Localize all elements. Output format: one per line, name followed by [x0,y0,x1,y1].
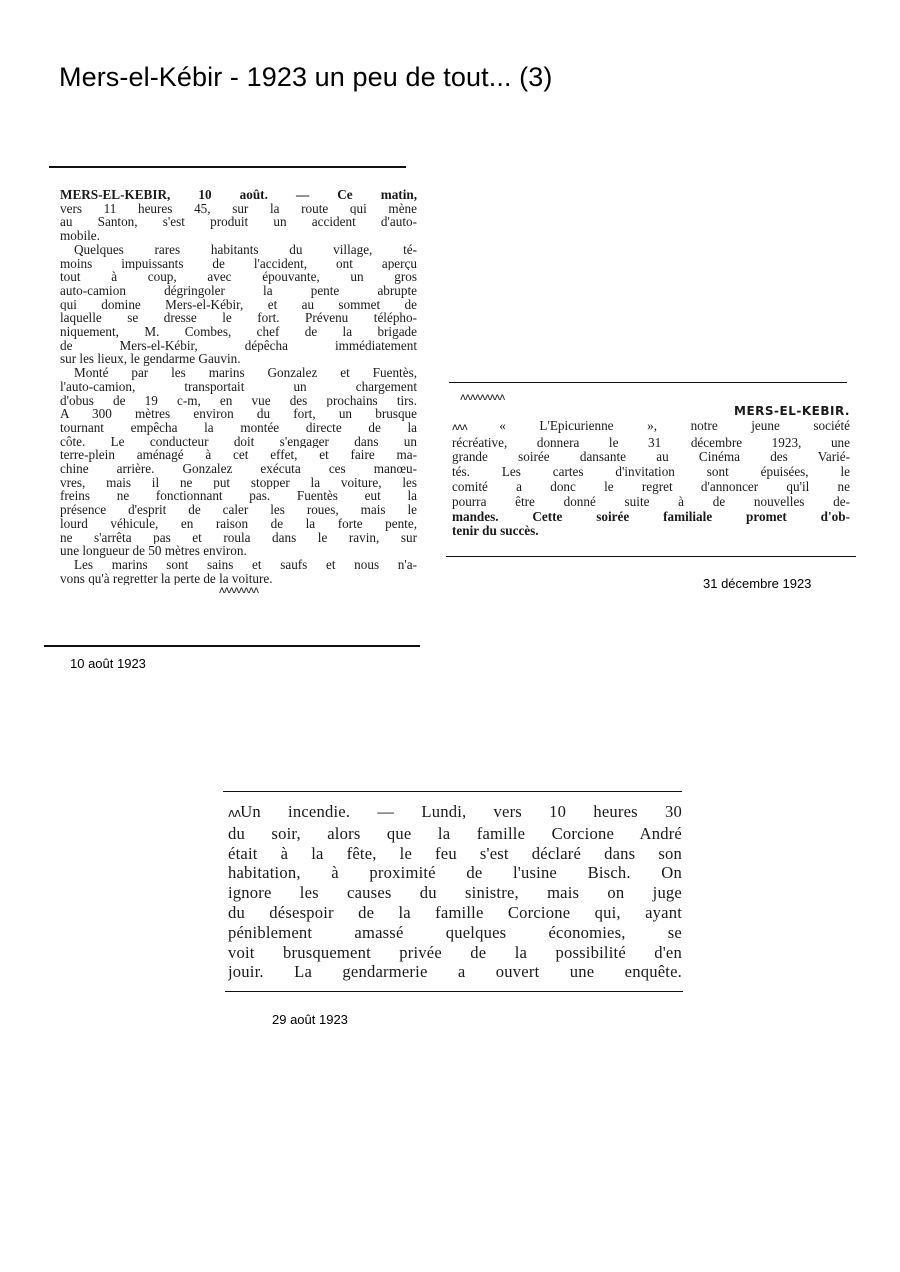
article-line: auto-camion dégringoler la pente abrupte [60,283,417,298]
article-line: lourd véhicule, en raison de la forte pente, [60,516,417,531]
clipping-bottom-rule [446,556,856,557]
article-line: jouir. La gendarmerie a ouvert une enquête. [228,962,682,982]
article-line: mobile. [60,229,100,243]
article-line: sur les lieux, le gendarme Gauvin. [60,352,241,367]
article-line: MERS-EL-KEBIR, 10 août. — Ce matin, [60,188,417,202]
article-line: tés. Les cartes d'invitation sont épuisées, le [452,465,850,480]
article-line: pourra être donné suite à de nouvelles de- [452,494,850,509]
article-line: A 300 mètres environ du fort, un brusque [60,407,417,421]
article-line: moins impuissants de l'accident, ont aperçu [60,256,417,271]
article-line: ʌʌUn incendie. — Lundi, vers 10 heures 30 [228,802,682,821]
clipping-top-rule [49,166,406,168]
article-line: tout à coup, avec épouvante, un gros [60,270,417,284]
article-line: tournant empêcha la montée directe de la [60,420,417,435]
article-line: du désespoir de la famille Corcione qui, ayant [228,902,682,922]
article-line: grande soirée dansante au Cinéma des Varié- [452,450,850,465]
article-line: qui domine Mers-el-Kébir, et au sommet de [60,297,417,312]
article-line: au Santon, s'est produit un accident d'auto- [60,215,417,230]
clipping-bottom-rule [225,991,683,992]
article-line: freins ne fonctionnant pas. Fuentès eut la [60,489,417,504]
article-line: ignore les causes du sinistre, mais on juge [228,883,682,903]
clipping-bottom-rule [44,645,420,647]
article-line: ne s'arrêta pas et roula dans le ravin, sur [60,530,417,545]
ornament-divider: ʌʌʌʌʌʌʌʌ [218,585,259,597]
caption-date: 31 décembre 1923 [703,576,812,591]
caption-date: 10 août 1923 [70,656,146,671]
article-line: niquement, M. Combes, chef de la brigade [60,325,417,339]
article-line: terre-plein aménagé à cet effet, et faire ma- [60,448,417,463]
article-line: récréative, donnera le 31 décembre 1923, une [452,435,850,450]
clipping-accident [60,188,417,597]
clipping-incendie [228,802,682,982]
article-line: ʌʌʌ « L'Epicurienne », notre jeune société [452,418,850,433]
article-line: laquelle se dresse le fort. Prévenu télépho- [60,311,417,326]
clipping-top-rule [449,382,847,383]
article-line: comité a donc le regret d'annoncer qu'il ne [452,479,850,494]
article-line: vons qu'à regretter la perte de la voiture. [60,571,273,586]
article-line: l'auto-camion, transportait un chargement [60,379,417,394]
article-line: Quelques rares habitants du village, té- [74,242,417,257]
article-line: était à la fête, le feu s'est déclaré dans son [228,843,682,863]
article-line: péniblement amassé quelques économies, se [228,922,682,942]
caption-date: 29 août 1923 [272,1012,348,1027]
article-line: Monté par les marins Gonzalez et Fuentès, [74,366,417,380]
article-line: voit brusquement privée de la possibilité d'en [228,942,682,962]
article-line: du soir, alors que la famille Corcione André [228,823,682,843]
clipping-top-rule [223,791,682,792]
article-line: présence d'esprit de caler les roues, mais le [60,503,417,517]
ornament-divider: ʌʌʌʌʌʌʌʌʌ [460,392,505,403]
article-line: une longueur de 50 mètres environ. [60,544,247,558]
article-heading: MERS-EL-KEBIR. [734,404,850,418]
article-line: tenir du succès. [452,524,539,539]
article-line: Les marins sont sains et saufs et nous n'a- [74,557,417,572]
article-line: habitation, à proximité de l'usine Bisch. On [228,863,682,883]
article-line: de Mers-el-Kébir, dépêcha immédiatement [60,338,417,353]
article-line: d'obus de 19 c-m, en vue des prochains tirs. [60,393,417,408]
article-line: vers 11 heures 45, sur la route qui mène [60,201,417,216]
article-line: vres, mais il ne put stopper la voiture, les [60,475,417,490]
article-line: côte. Le conducteur doit s'engager dans un [60,434,417,449]
article-line: chine arrière. Gonzalez exécuta ces manœu- [60,462,417,476]
article-line: mandes. Cette soirée familiale promet d'ob- [452,509,850,524]
clipping-soiree [452,392,850,539]
page-title: Mers-el-Kébir - 1923 un peu de tout... (3) [59,62,553,92]
